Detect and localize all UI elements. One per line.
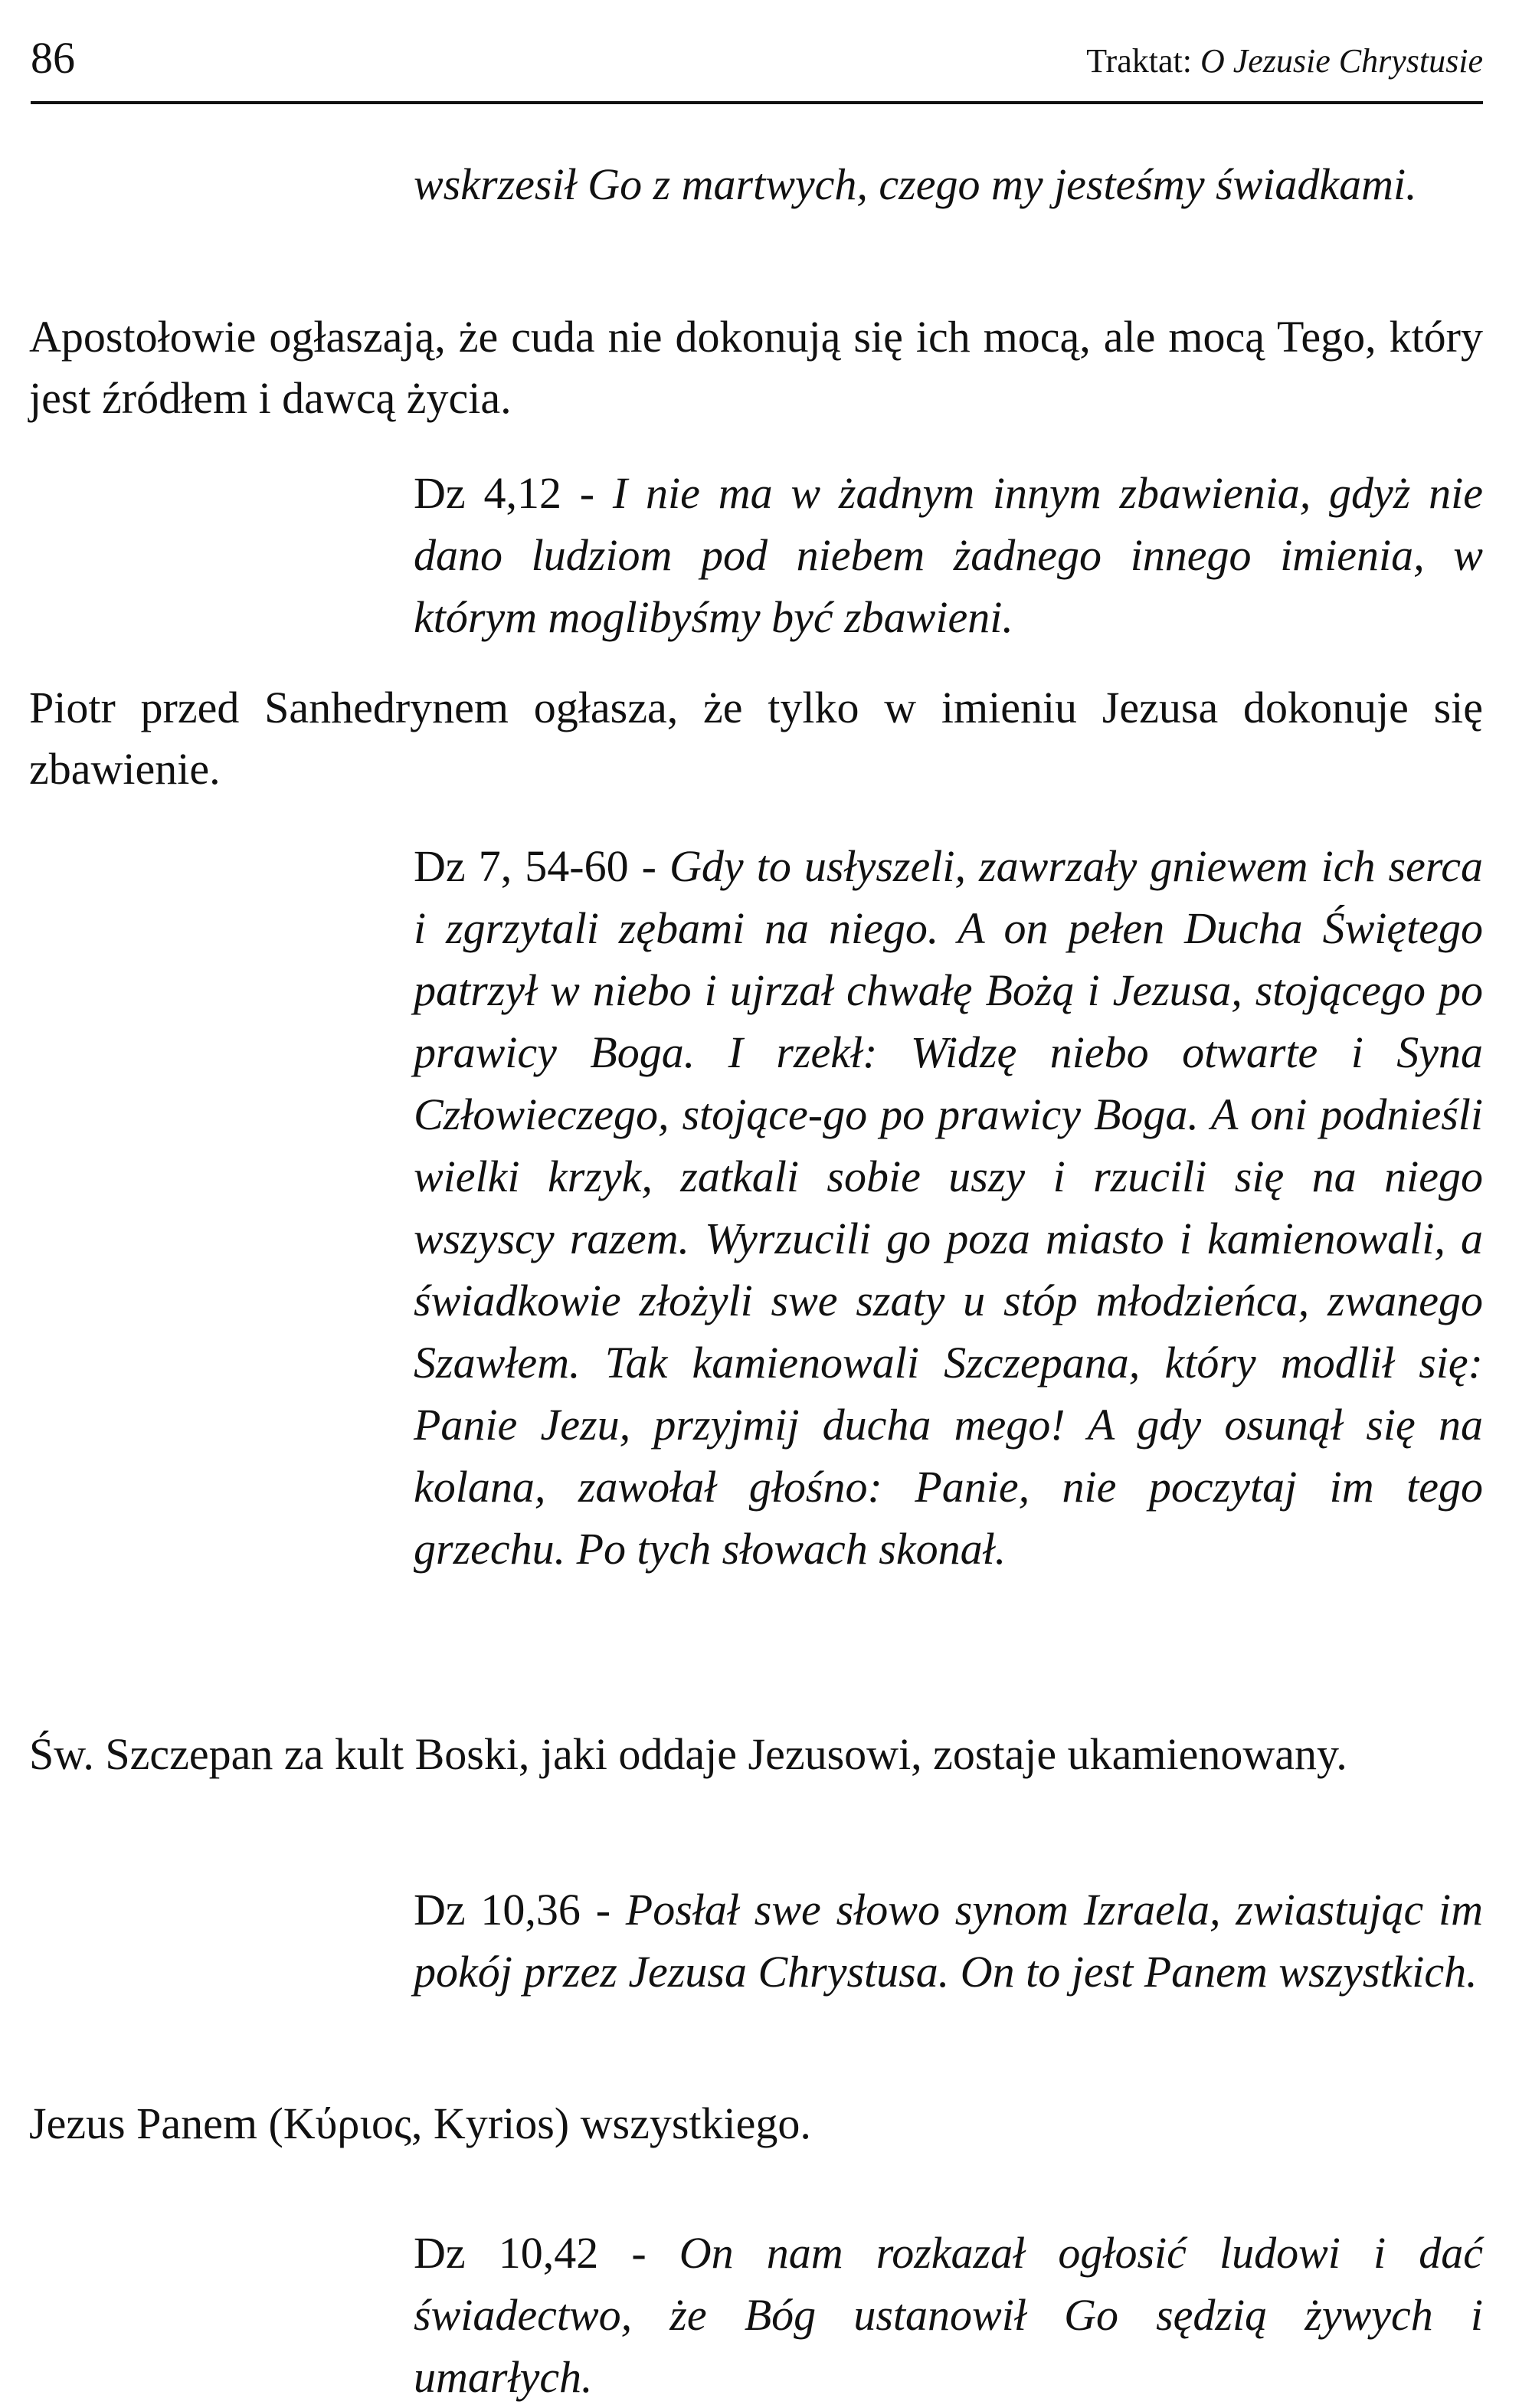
running-title-work: O Jezusie Chrystusie <box>1200 42 1483 80</box>
scripture-quote-continued <box>414 153 1483 215</box>
header-rule <box>31 101 1483 104</box>
page-number: 86 <box>31 33 75 83</box>
verse-text: Gdy to usłyszeli, zawrzały gniewem ich serca i zgrzytali zębami na niego. A on pełen Ducha Świętego patrzył w niebo i ujrzał chwałę Bożą i Jezusa, stojącego po prawicy Boga. I rzekł: Widzę niebo otwarte i Syna Człowieczego, stojące-go po prawicy Boga. A oni podnieśli wielki krzyk, zatkali sobie uszy i rzucili się na niego wszyscy razem. Wyrzucili go poza miasto i kamienowali, a świadkowie złożyli swe szaty u stóp młodzieńca, zwanego Szawłem. Tak kamienowali Szczepana, który modlił się: Panie Jezu, przyjmij ducha mego! A gdy osunął się na kolana, zawołał głośno: Panie, nie poczytaj im tego grzechu. Po tych słowach skonał. <box>414 841 1483 1574</box>
running-title-label: Traktat: <box>1086 42 1200 80</box>
verse-text: On nam rozkazał ogłosić ludowi i dać świadectwo, że Bóg ustanowił Go sędzią żywych i umarłych. <box>414 2228 1483 2402</box>
page-header <box>31 31 1483 104</box>
verse-reference: Dz 4,12 - <box>414 468 613 518</box>
verse-text: Posłał swe słowo synom Izraela, zwiastując im pokój przez Jezusa Chrystusa. On to jest Panem wszystkich. <box>414 1885 1484 1997</box>
verse-text: wskrzesił Go z martwych, czego my jesteśmy świadkami. <box>414 159 1417 209</box>
commentary-paragraph: Piotr przed Sanhedrynem ogłasza, że tylko w imieniu Jezusa dokonuje się zbawienie. <box>29 683 1483 794</box>
running-title <box>1086 37 1483 86</box>
scripture-quote <box>414 835 1483 1580</box>
verse-text: I nie ma w żadnym innym zbawienia, gdyż nie dano ludziom pod niebem żadnego innego imienia, w którym moglibyśmy być zbawieni. <box>414 468 1483 642</box>
verse-reference: Dz 10,42 - <box>414 2228 679 2278</box>
commentary-paragraph: Jezus Panem (Κύριος, Kyrios) wszystkiego. <box>29 2098 811 2148</box>
commentary-paragraph: Apostołowie ogłaszają, że cuda nie dokonują się ich mocą, ale mocą Tego, który jest źródłem i dawcą życia. <box>29 312 1483 423</box>
scripture-quote <box>414 1879 1483 2003</box>
commentary-paragraph: Św. Szczepan za kult Boski, jaki oddaje Jezusowi, zostaje ukamienowany. <box>29 1729 1347 1779</box>
scripture-quote <box>414 462 1483 648</box>
verse-reference: Dz 10,36 - <box>414 1885 626 1935</box>
scripture-quote <box>414 2222 1483 2408</box>
verse-reference: Dz 7, 54-60 - <box>414 841 670 891</box>
